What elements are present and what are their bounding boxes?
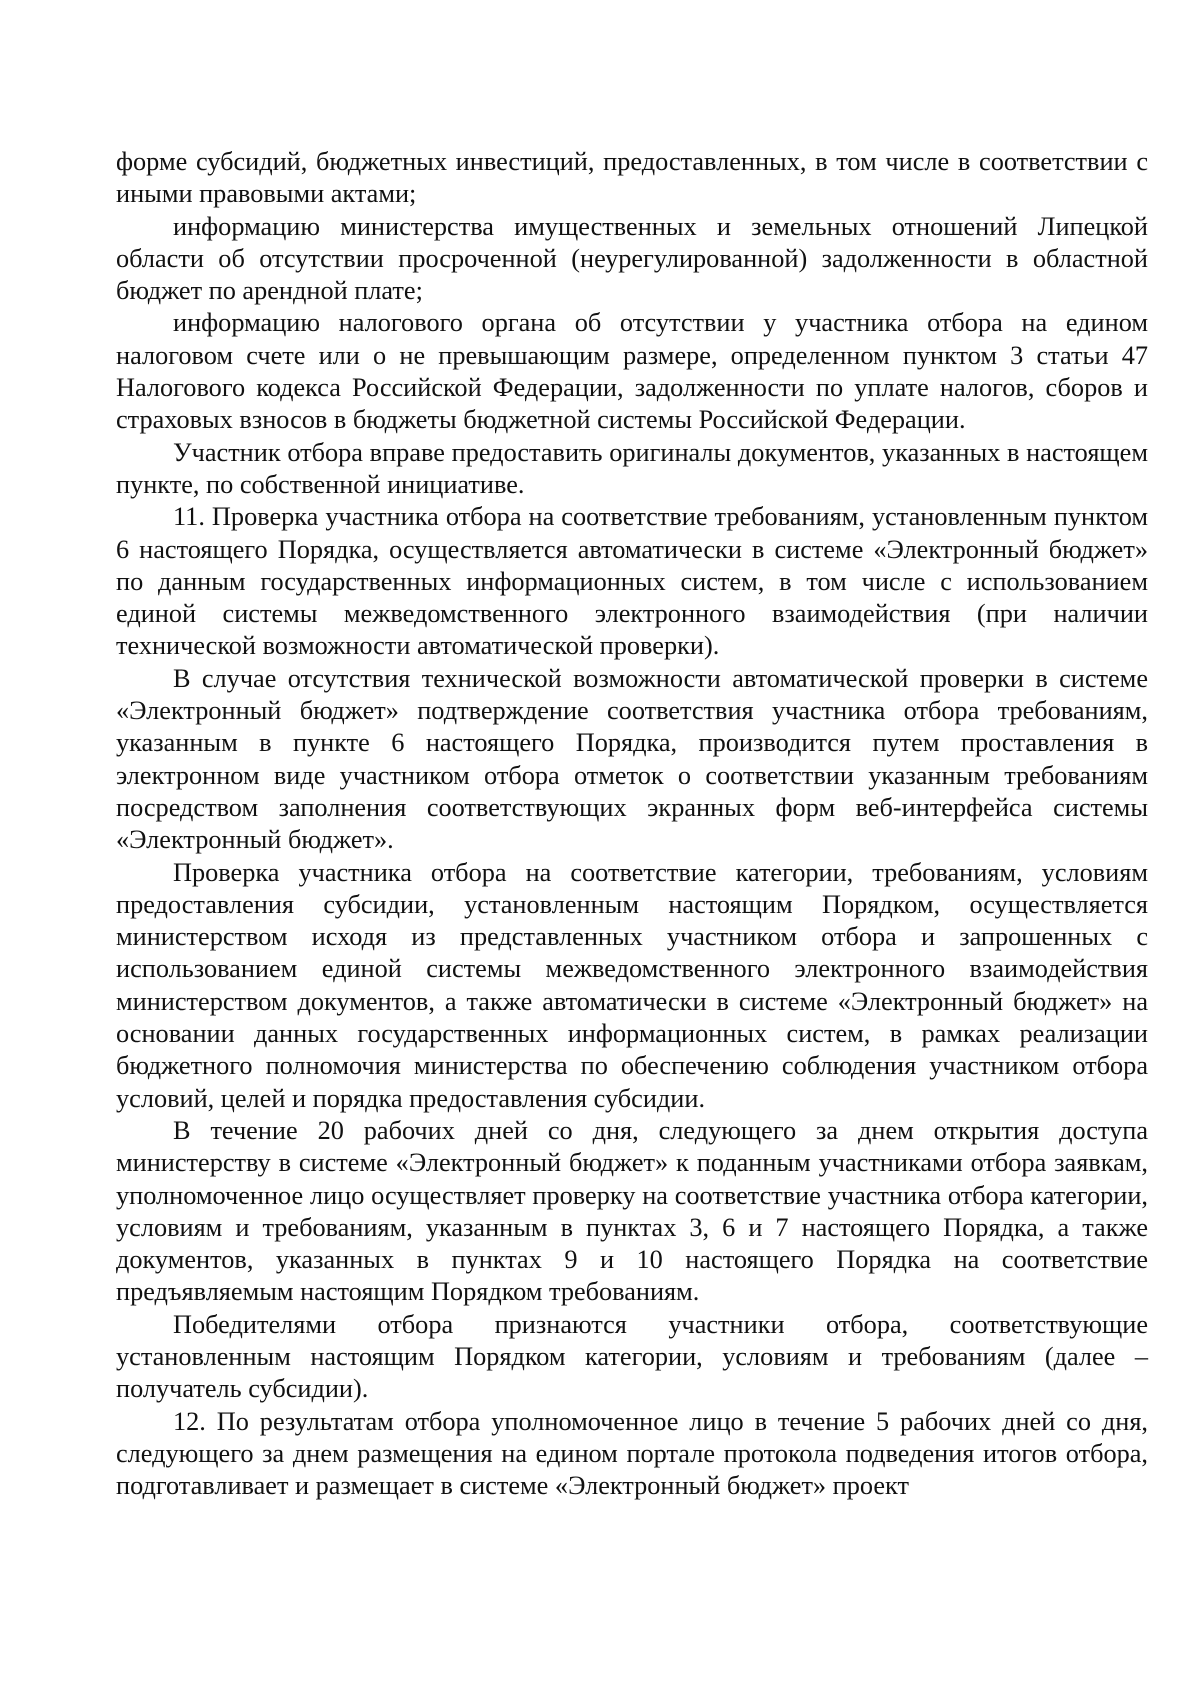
paragraph-9: Победителями отбора признаются участники отбора, соответствующие установленным настоящим Порядком категории, условиям и требованиям (далее – получатель субсидии). [116,1309,1148,1404]
paragraph-5: 11. Проверка участника отбора на соответствие требованиям, установленным пунктом 6 настоящего Порядка, осуществляется автоматически в системе «Электронный бюджет» по данным государственных информационных систем, в том числе с использованием единой системы межведомственного электронного взаимодействия (при наличии технической возможности автоматической проверки). [116,502,1148,661]
paragraph-10: 12. По результатам отбора уполномоченное лицо в течение 5 рабочих дней со дня, следующего за днем размещения на едином портале протокола подведения итогов отбора, подготавливает и размещает в системе «Электронный бюджет» проект [116,1406,1148,1501]
paragraph-7: Проверка участника отбора на соответствие категории, требованиям, условиям предоставления субсидии, установленным настоящим Порядком, осуществляется министерством исходя из представленных участником отбора и запрошенных с использованием единой системы межведомственного электронного взаимодействия министерством документов, а также автоматически в системе «Электронный бюджет» на основании данных государственных информационных систем, в рамках реализации бюджетного полномочия министерства по обеспечению соблюдения участником отбора условий, целей и порядка предоставления субсидии. [116,857,1148,1113]
paragraph-6: В случае отсутствия технической возможности автоматической проверки в системе «Электронный бюджет» подтверждение соответствия участника отбора требованиям, указанным в пункте 6 настоящего Порядка, производится путем проставления в электронном виде участником отбора отметок о соответствии указанным требованиям посредством заполнения соответствующих экранных форм веб-интерфейса системы «Электронный бюджет». [116,663,1148,855]
paragraph-1: форме субсидий, бюджетных инвестиций, предоставленных, в том числе в соответствии с иными правовыми актами; [116,147,1148,209]
paragraph-2: информацию министерства имущественных и земельных отношений Липецкой области об отсутствии просроченной (неурегулированной) задолженности в областной бюджет по арендной плате; [116,211,1148,306]
paragraph-4: Участник отбора вправе предоставить оригиналы документов, указанных в настоящем пункте, по собственной инициативе. [116,437,1148,499]
paragraph-8: В течение 20 рабочих дней со дня, следующего за днем открытия доступа министерству в системе «Электронный бюджет» к поданным участниками отбора заявкам, уполномоченное лицо осуществляет проверку на соответствие участника отбора категории, условиям и требованиям, указанным в пунктах 3, 6 и 7 настоящего Порядка, а также документов, указанных в пунктах 9 и 10 настоящего Порядка на соответствие предъявляемым настоящим Порядком требованиям. [116,1115,1148,1307]
document-body [116,146,1148,1502]
paragraph-3: информацию налогового органа об отсутствии у участника отбора на едином налоговом счете или о не превышающим размере, определенном пунктом 3 статьи 47 Налогового кодекса Российской Федерации, задолженности по уплате налогов, сборов и страховых взносов в бюджеты бюджетной системы Российской Федерации. [116,308,1148,435]
